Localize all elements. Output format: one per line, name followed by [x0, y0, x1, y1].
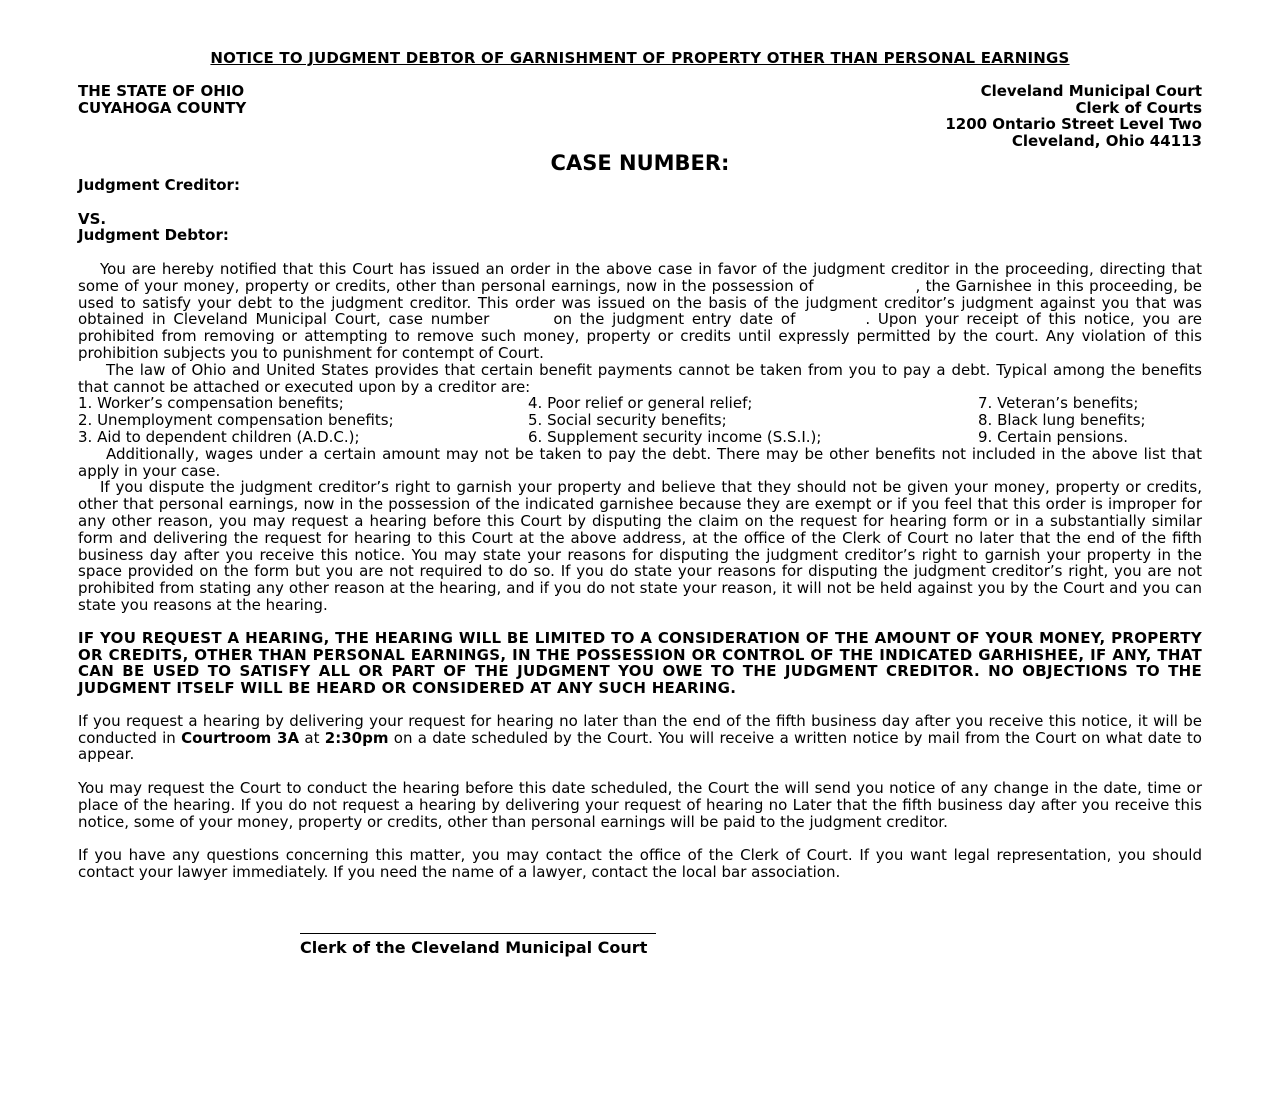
- judgment-debtor-label: Judgment Debtor:: [78, 226, 229, 245]
- vs-label: VS.: [78, 209, 107, 228]
- document-page: [78, 50, 1202, 881]
- jurisdiction-block: [78, 83, 246, 150]
- judgment-creditor-label: Judgment Creditor:: [78, 175, 240, 194]
- benefits-list: [78, 395, 1202, 445]
- schedule-paragraph: You may request the Court to conduct the hearing before this date scheduled, the Court the will send you notice of any change in the date, time or place of the hearing. If you do not request a hearing by delivering your request of hearing no Later that the fifth business day after you receive this notice, some of your money, property or credits, other than personal earnings will be paid to the judgment creditor.: [78, 779, 1202, 831]
- notice-text-d: . Upon your receipt of this notice, you are prohibited from removing or attempting to remove such money, property or credits until expressly permitted by the court. Any violation of this prohibition subjects you to punishment for contempt of Court.: [78, 310, 1203, 362]
- document-title: NOTICE TO JUDGMENT DEBTOR OF GARNISHMENT OF PROPERTY OTHER THAN PERSONAL EARNINGS: [210, 49, 1070, 67]
- benefit-item: 3. Aid to dependent children (A.D.C.);: [78, 427, 360, 446]
- signature-line: [300, 933, 656, 934]
- benefit-item: 7. Veteran’s benefits;: [978, 394, 1139, 413]
- questions-paragraph: If you have any questions concerning this matter, you may contact the office of the Clerk of Court. If you want legal representation, you should contact your lawyer immediately. If you need the name of a lawyer, contact the local bar association.: [78, 846, 1202, 882]
- courtroom: Courtroom 3A: [181, 728, 300, 747]
- notice-text-b: , the Garnishee in this proceeding, be used to satisfy your debt to the judgment creditor. This order was issued on the basis of the judgment creditor’s judgment against you that was obtained in Cleveland Municipal Court, case number: [78, 276, 1203, 329]
- benefit-item: 8. Black lung benefits;: [978, 411, 1146, 430]
- benefits-intro: The law of Ohio and United States provides that certain benefit payments cannot be taken from you to pay a debt. Typical among the benefits that cannot be attached or executed upon by a creditor are:: [78, 360, 1202, 396]
- hearing-time: 2:30pm: [324, 728, 389, 747]
- spacer: [78, 244, 1202, 261]
- court-address-block: [945, 83, 1202, 150]
- notice-text-c: on the judgment entry date of: [553, 310, 796, 329]
- benefit-item: 6. Supplement security income (S.S.I.);: [528, 427, 822, 446]
- court-name: Cleveland Municipal Court: [980, 81, 1202, 100]
- benefit-item: 1. Worker’s compensation benefits;: [78, 394, 344, 413]
- hearing-limitation-notice: IF YOU REQUEST A HEARING, THE HEARING WILL BE LIMITED TO A CONSIDERATION OF THE AMOUNT OF YOUR MONEY, PROPERTY OR CREDITS, OTHER THAN PERSONAL EARNINGS, IN THE POSSESSION OR CONTROL OF THE INDICATED GARHISHEE, IF ANY, THAT CAN BE USED TO SATISFY ALL OR PART OF THE JUDGMENT YOU OWE TO THE JUDGMENT CREDITOR. NO OBJECTIONS TO THE JUDGMENT ITSELF WILL BE HEARD OR CONSIDERED AT ANY SUCH HEARING.: [78, 628, 1202, 698]
- county-line: CUYAHOGA COUNTY: [78, 98, 247, 117]
- header: [78, 83, 1202, 150]
- signature-label: Clerk of the Cleveland Municipal Court: [300, 938, 648, 957]
- wages-paragraph: Additionally, wages under a certain amount may not be taken to pay the debt. There may be other benefits not included in the above list that apply in your case.: [78, 444, 1202, 480]
- dispute-paragraph: If you dispute the judgment creditor’s right to garnish your property and believe that they should not be given your money, property or credits, other that personal earnings, now in the possession of the indicated garnishee because they are exempt or if you feel that this order is improper for any other reason, you may request a hearing before this Court by disputing the claim on the request for hearing form or in a substantially similar form and delivering the request for hearing to this Court at the above address, at the office of the Clerk of Court no later that the end of the fifth business day after you receive this notice. You may state your reasons for disputing the judgment creditor’s right to garnish your property in the space provided on the form but you are not required to do so. If you do state your reasons for disputing the judgment creditor’s right, you are not prohibited from stating any other reason at the hearing, and if you do not state your reason, it will not be held against you by the Court and you can state you reasons at the hearing.: [78, 478, 1202, 614]
- benefit-item: 2. Unemployment compensation benefits;: [78, 411, 394, 430]
- benefit-item: 9. Certain pensions.: [978, 427, 1128, 446]
- court-street: 1200 Ontario Street Level Two: [945, 115, 1202, 134]
- notice-text-a: You are hereby notified that this Court has issued an order in the above case in favor of the judgment creditor in the proceeding, directing that some of your money, property or credits, other than personal earnings, now in the possession of: [78, 259, 1202, 295]
- court-city: Cleveland, Ohio 44113: [1011, 132, 1202, 151]
- benefit-item: 4. Poor relief or general relief;: [528, 394, 753, 413]
- hearing-text-c: on a date scheduled by the Court. You will receive a written notice by mail from the Court on what date to appear.: [78, 728, 1202, 764]
- state-line: THE STATE OF OHIO: [78, 81, 245, 100]
- hearing-paragraph: [78, 713, 1202, 763]
- notice-paragraph: [78, 261, 1202, 362]
- case-number-heading: CASE NUMBER:: [550, 150, 730, 175]
- benefit-item: 5. Social security benefits;: [528, 411, 727, 430]
- hearing-text-b: at: [304, 728, 320, 747]
- court-clerk: Clerk of Courts: [1075, 98, 1202, 117]
- signature-block: [300, 933, 656, 957]
- spacer: [78, 194, 1202, 211]
- hearing-text-a: If you request a hearing by delivering your request for hearing no later than the end of the fifth business day after you receive this notice, it will be conducted in: [78, 711, 1202, 747]
